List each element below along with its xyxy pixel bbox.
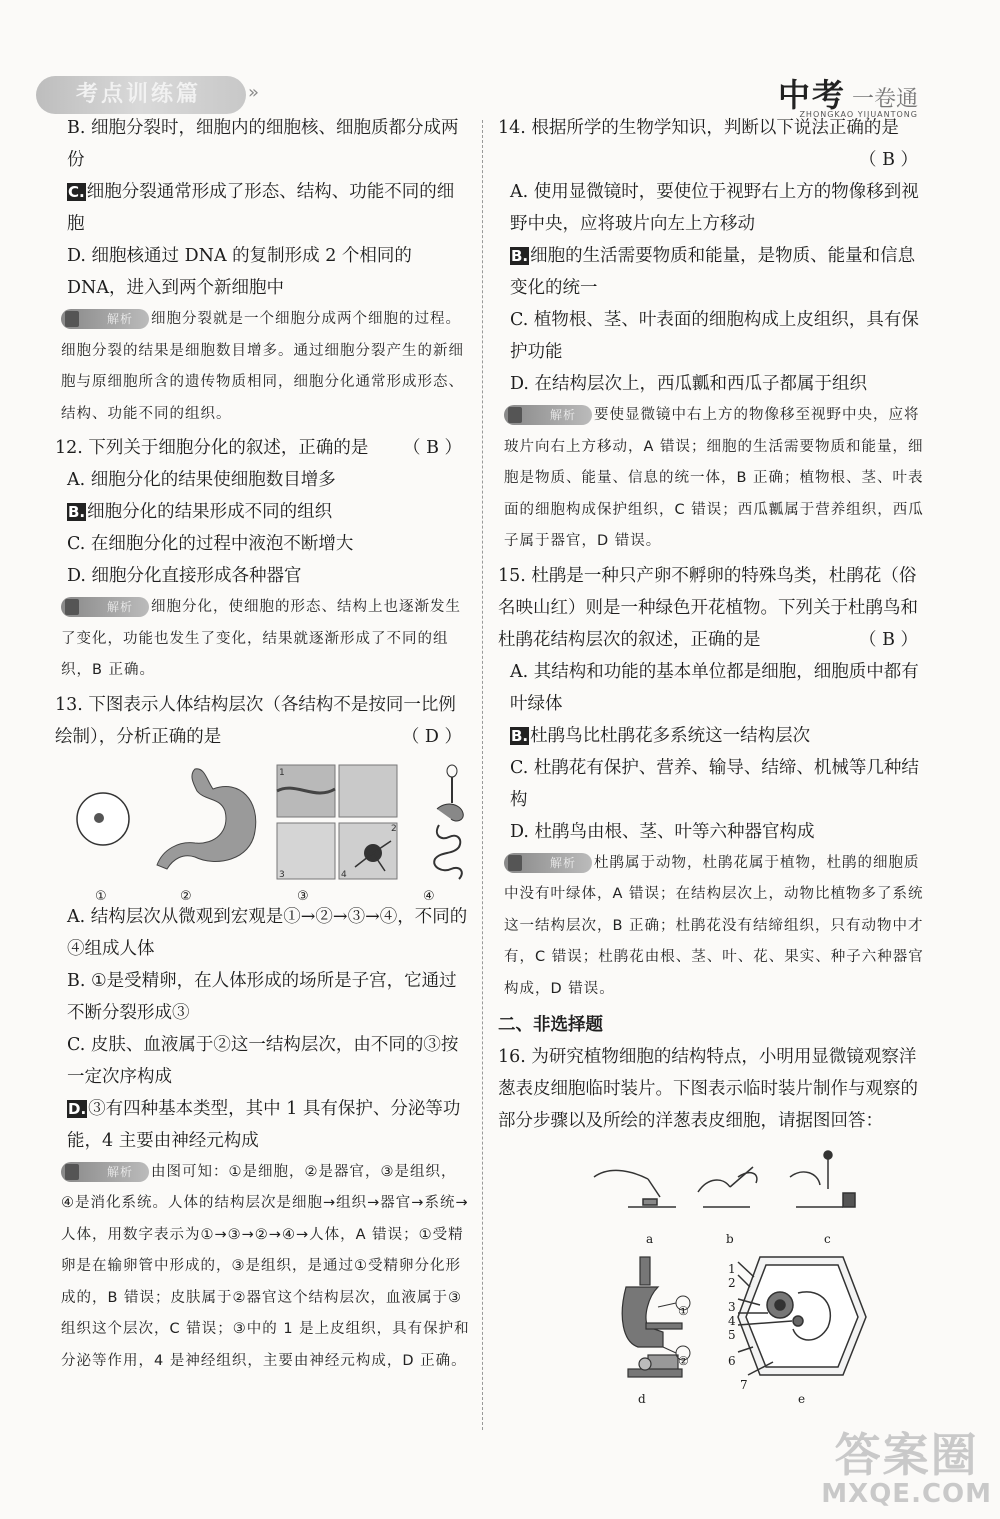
structure-levels-figure bbox=[55, 761, 470, 904]
answer: （ B ） bbox=[403, 438, 462, 458]
microscope-label-2: ② bbox=[678, 1354, 689, 1368]
analysis: 解析 细胞分裂就是一个细胞分成两个细胞的过程。细胞分裂的结果是细胞数目增多。通过细胞分裂产生的新细胞与原细胞所含的遗传物质相同，细胞分化通常形成形态、结构、功能不同的组织。 bbox=[61, 311, 464, 422]
arrow-icon: » bbox=[248, 82, 260, 103]
option-d: D. ③有四种基本类型，其中 1 具有保护、分泌等功能，4 主要由神经元构成 bbox=[67, 1098, 461, 1151]
option-d: D. 杜鹃鸟由根、茎、叶等六种器官构成 bbox=[510, 821, 815, 842]
step-a-diagram bbox=[594, 1170, 676, 1207]
analysis: 解析 由图可知：①是细胞，②是器官，③是组织，④是消化系统。人体的结构层次是细胞→组织→器官→系统→人体，用数字表示为①→③→②→④→人体，A 错误；①受精卵是在输卵管中形成的，③是组织，是通过①受精卵分化形成的，B 错误；皮肤属于②器官这个结构层次，血液属于③组织这个层次，C 错误；③中的 1 是上皮组织，具有保护和分泌等作用，4 是神经组织，主要由神经元构成，D 正确。 bbox=[61, 1163, 470, 1369]
figure-label-3: ③ bbox=[297, 888, 309, 904]
question-stem: 14. 根据所学的生物学知识，判断以下说法正确的是 bbox=[498, 118, 899, 138]
onion-slide-figure bbox=[498, 1147, 926, 1417]
section-title: 二、非选择题 bbox=[498, 1015, 603, 1035]
step-label-a: a bbox=[646, 1232, 654, 1246]
correct-mark: C. bbox=[68, 183, 85, 201]
logo-pinyin: ZHONGKAO YIJUANTONG bbox=[799, 110, 918, 119]
option-d: D. 细胞分化直接形成各种器官 bbox=[67, 566, 302, 586]
question-15 bbox=[498, 560, 926, 1006]
option-c: C. 细胞分裂通常形成了形态、结构、功能不同的细胞 bbox=[67, 182, 455, 234]
analysis-tag: 解析 bbox=[504, 853, 592, 873]
analysis-tag: 解析 bbox=[504, 405, 592, 425]
cell-label-7: 7 bbox=[740, 1378, 748, 1392]
step-c-diagram bbox=[790, 1151, 855, 1207]
tissue-label-2: 2 bbox=[391, 823, 397, 834]
logo-main: 中考 bbox=[777, 76, 846, 114]
cell-label-3: 3 bbox=[728, 1300, 736, 1314]
analysis: 解析 细胞分化，使细胞的形态、结构上也逐渐发生了变化，功能也发生了变化，结果就逐渐形成了不同的组织，B 正确。 bbox=[61, 599, 461, 678]
tissue-label-1: 1 bbox=[279, 767, 285, 778]
option-c: C. 在细胞分化的过程中液泡不断增大 bbox=[67, 534, 354, 554]
option-a: A. 使用显微镜时，要使位于视野右上方的物像移到视野中央，应将玻片向左上方移动 bbox=[510, 182, 919, 234]
watermark bbox=[821, 1419, 992, 1509]
logo-sub: 一卷通 bbox=[851, 87, 918, 112]
option-c: C. 杜鹃花有保护、营养、输导、结缔、机械等几种结构 bbox=[510, 757, 919, 810]
analysis-tag: 解析 bbox=[61, 597, 149, 617]
correct-mark: B. bbox=[68, 503, 86, 521]
left-column bbox=[55, 112, 470, 1377]
slide-steps-diagram bbox=[498, 1147, 926, 1417]
option-d: D. 细胞核通过 DNA 的复制形成 2 个相同的 DNA，进入到两个新细胞中 bbox=[67, 246, 412, 298]
correct-mark: D. bbox=[68, 1099, 87, 1118]
structure-levels-diagram bbox=[55, 761, 470, 881]
option-b: B. ①是受精卵，在人体形成的场所是子宫，它通过不断分裂形成③ bbox=[67, 970, 457, 1023]
column-divider bbox=[482, 120, 483, 1430]
option-b: B. 细胞的生活需要物质和能量，是物质、能量和信息变化的统一 bbox=[510, 246, 916, 298]
analysis: 解析 杜鹃属于动物，杜鹃花属于植物，杜鹃的细胞质中没有叶绿体，A 错误；在结构层次上，动物比植物多了系统这一结构层次，B 正确；杜鹃花没有结缔组织，只有动物中才有，C 错误；杜鹃花由根、茎、叶、花、果实、种子六种器官构成，D 错误。 bbox=[504, 854, 924, 997]
figure-label-2: ② bbox=[180, 888, 192, 904]
step-label-d: d bbox=[638, 1392, 646, 1406]
analysis-tag: 解析 bbox=[61, 1162, 149, 1182]
question-12 bbox=[55, 432, 470, 687]
option-c: C. 皮肤、血液属于②这一结构层次，由不同的③按一定次序构成 bbox=[67, 1034, 459, 1087]
cell-label-4: 4 bbox=[728, 1314, 736, 1328]
question-13 bbox=[55, 689, 470, 1378]
answer: （ B ） bbox=[859, 629, 918, 650]
option-a: A. 其结构和功能的基本单位都是细胞，细胞质中都有叶绿体 bbox=[510, 661, 919, 714]
question-stem: 13. 下图表示人体结构层次（各结构不是按同一比例绘制），分析正确的是 （ D ） bbox=[55, 689, 470, 753]
option-b: B. 细胞分裂时，细胞内的细胞核、细胞质都分成两份 bbox=[67, 118, 459, 170]
question-16 bbox=[498, 1041, 926, 1417]
option-b: B. 细胞分化的结果形成不同的组织 bbox=[68, 502, 333, 522]
option-a: A. 结构层次从微观到宏观是①→②→③→④，不同的④组成人体 bbox=[67, 906, 468, 959]
option-d: D. 在结构层次上，西瓜瓤和西瓜子都属于组织 bbox=[510, 374, 868, 394]
option-c: C. 植物根、茎、叶表面的细胞构成上皮组织，具有保护功能 bbox=[510, 310, 919, 362]
question-stem: 15. 杜鹃是一种只产卵不孵卵的特殊鸟类，杜鹃花（俗名映山红）则是一种绿色开花植物。下列关于杜鹃鸟和杜鹃花结构层次的叙述，正确的是 （ B ） bbox=[498, 560, 926, 656]
correct-mark: B. bbox=[511, 726, 529, 745]
question-stem: 12. 下列关于细胞分化的叙述，正确的是 （ B ） bbox=[55, 432, 470, 464]
watermark-bottom: MXQE.COM bbox=[821, 1479, 992, 1509]
figure-label-4: ④ bbox=[423, 888, 435, 904]
microscope-label-1: ① bbox=[678, 1304, 689, 1318]
tissue-diagram bbox=[277, 765, 397, 879]
step-label-c: c bbox=[824, 1232, 831, 1246]
step-label-e: e bbox=[798, 1392, 806, 1406]
figure-label-1: ① bbox=[95, 888, 107, 904]
cell-diagram bbox=[77, 793, 129, 845]
option-a: A. 细胞分化的结果使细胞数目增多 bbox=[67, 470, 336, 490]
question-11-continued bbox=[55, 112, 470, 430]
cell-label-1: 1 bbox=[728, 1262, 736, 1276]
section-label: 考点训练篇 bbox=[36, 76, 246, 114]
stomach-diagram bbox=[157, 768, 256, 868]
cell-label-6: 6 bbox=[728, 1354, 736, 1368]
cell-label-5: 5 bbox=[728, 1328, 736, 1342]
option-b: B. 杜鹃鸟比杜鹃花多系统这一结构层次 bbox=[511, 725, 811, 746]
analysis: 解析 要使显微镜中右上方的物像移至视野中央，应将玻片向右上方移动，A 错误；细胞的生活需要物质和能量，细胞是物质、能量、信息的统一体，B 正确；植物根、茎、叶表面的细胞构成保护组织，C 错误；西瓜瓤属于营养组织，西瓜子属于器官，D 错误。 bbox=[504, 407, 924, 549]
step-label-b: b bbox=[726, 1232, 734, 1246]
right-column bbox=[498, 112, 926, 1417]
step-b-diagram bbox=[698, 1167, 757, 1207]
answer: （ D ） bbox=[401, 726, 462, 747]
answer: （ B ） bbox=[859, 150, 918, 170]
correct-mark: B. bbox=[511, 247, 529, 265]
watermark-top: 答案圈 bbox=[834, 1428, 979, 1482]
onion-cell-diagram bbox=[738, 1257, 866, 1375]
cell-label-2: 2 bbox=[728, 1276, 736, 1290]
digestive-system-diagram bbox=[434, 765, 463, 879]
microscope-diagram bbox=[622, 1257, 682, 1377]
tissue-label-4: 4 bbox=[341, 869, 347, 880]
question-14 bbox=[498, 112, 926, 558]
analysis-tag: 解析 bbox=[61, 309, 149, 329]
question-stem: 16. 为研究植物细胞的结构特点，小明用显微镜观察洋葱表皮细胞临时装片。下图表示临时装片制作与观察的部分步骤以及所绘的洋葱表皮细胞，请据图回答： bbox=[498, 1047, 918, 1131]
tissue-label-3: 3 bbox=[279, 869, 285, 880]
